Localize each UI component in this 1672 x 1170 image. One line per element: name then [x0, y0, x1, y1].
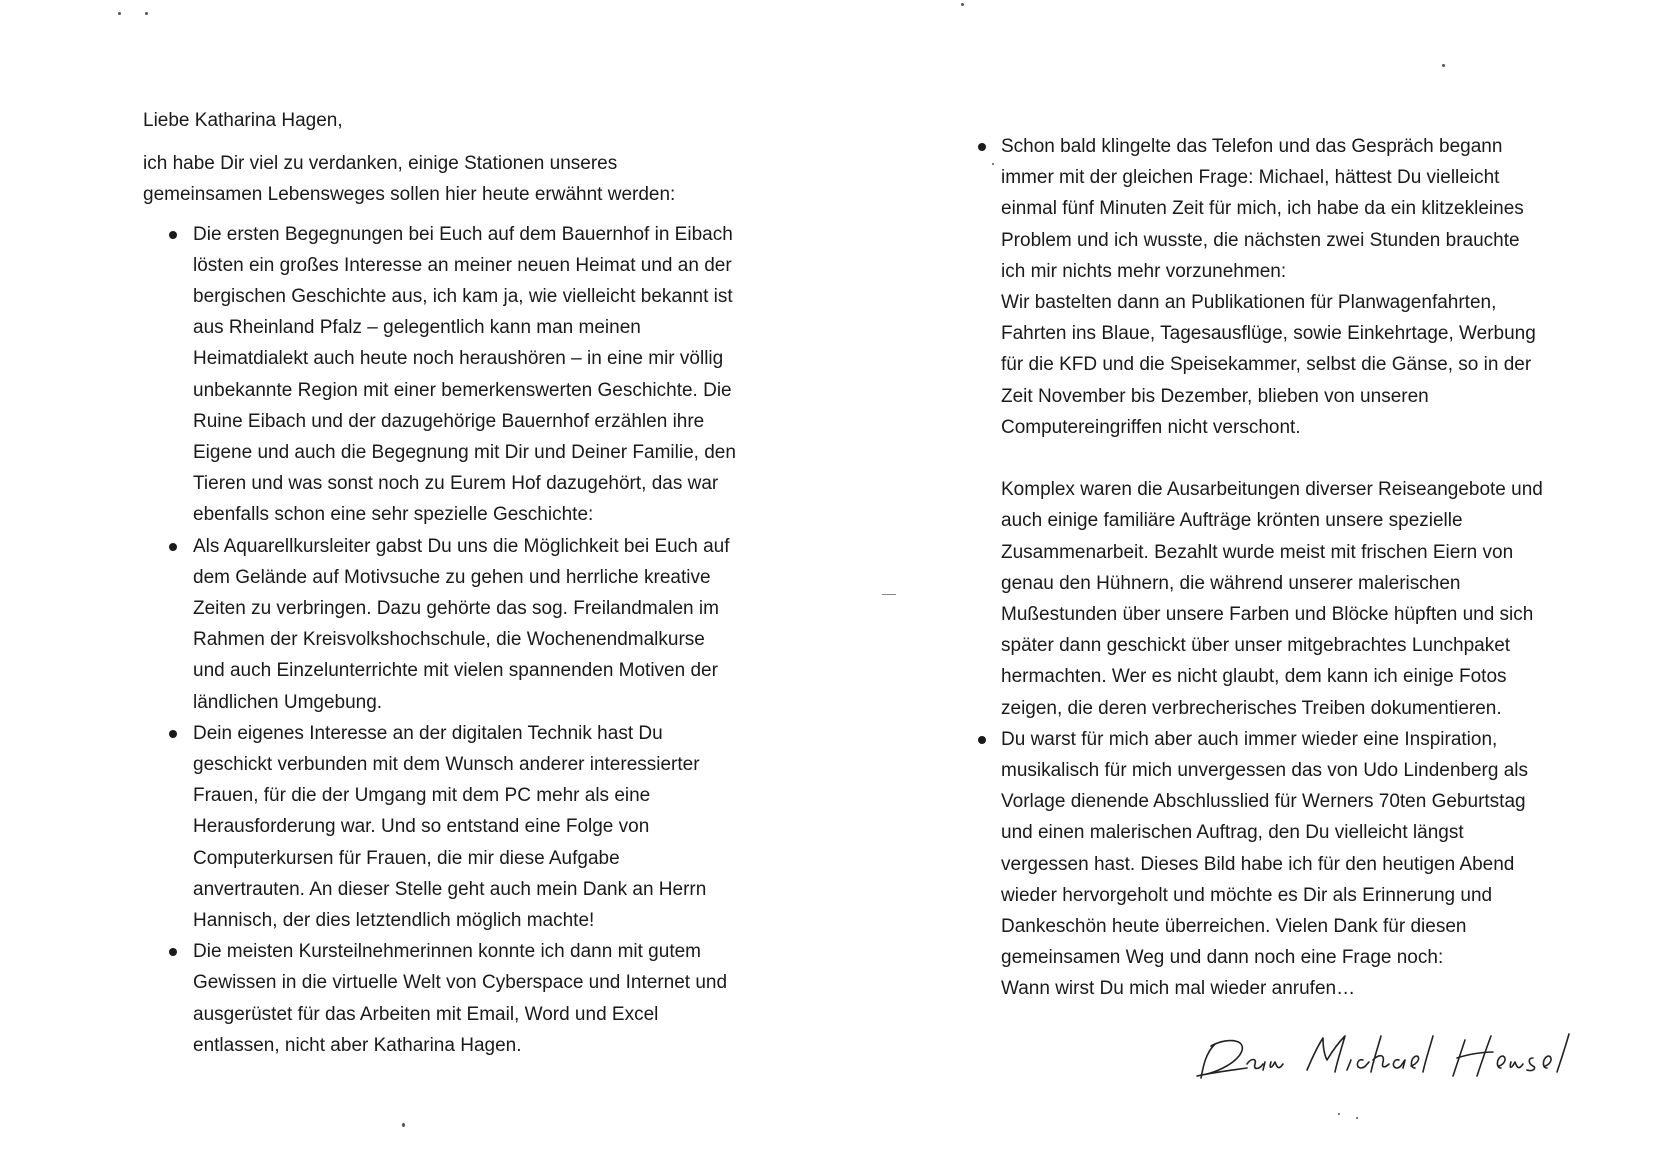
text-line: Problem und ich wusste, die nächsten zwei Stunden brauchte	[1001, 229, 1520, 251]
intro-line: ich habe Dir viel zu verdanken, einige Stationen unseres	[143, 153, 618, 175]
text-line: vergessen hast. Dieses Bild habe ich für den heutigen Abend	[1001, 853, 1515, 875]
bullet-item-inspiration	[978, 724, 1588, 1005]
text-line: Frauen, für die der Umgang mit dem PC mehr als eine	[193, 785, 651, 807]
text-line: Hannisch, der dies letztendlich möglich machte!	[193, 910, 595, 932]
scan-speck	[882, 594, 896, 595]
text-line: für die KFD und die Speisekammer, selbst die Gänse, so in der	[1001, 354, 1532, 376]
text-line: geschickt verbunden mit dem Wunsch anderer interessierter	[193, 754, 700, 776]
text-line: zeigen, die deren verbrecherisches Treiben dokumentieren.	[1001, 697, 1502, 719]
text-line: gemeinsamen Weg und dann noch eine Frage noch:	[1001, 947, 1444, 969]
paragraph-reiseangebote	[978, 474, 1588, 724]
text-line: immer mit der gleichen Frage: Michael, hättest Du vielleicht	[1001, 167, 1500, 189]
bullet-item-telefon	[978, 131, 1588, 443]
scan-speck	[992, 163, 994, 165]
bullet-item-bauernhof	[143, 219, 783, 531]
text-line: und auch Einzelunterrichte mit vielen spannenden Motiven der	[193, 660, 718, 682]
text-line: bergischen Geschichte aus, ich kam ja, wie vielleicht bekannt ist	[193, 286, 733, 308]
scan-speck	[1356, 1117, 1358, 1119]
text-line: Tieren und was sonst noch zu Eurem Hof dazugehört, das war	[193, 473, 719, 495]
text-line: Vorlage dienende Abschlusslied für Werners 70ten Geburtstag	[1001, 791, 1526, 813]
text-line: einmal fünf Minuten Zeit für mich, ich habe da ein klitzekleines	[1001, 198, 1524, 220]
text-line: ich mir nichts mehr vorzunehmen:	[1001, 260, 1287, 282]
text-line: dem Gelände auf Motivsuche zu gehen und herrliche kreative	[193, 566, 711, 588]
bullet-item-kursteilnehmerinnen	[143, 936, 783, 1061]
scan-speck	[961, 3, 964, 6]
text-line: Dankeschön heute überreichen. Vielen Dank für diesen	[1001, 916, 1467, 938]
text-line: Zeit November bis Dezember, blieben von unseren	[1001, 385, 1429, 407]
intro-paragraph	[143, 148, 783, 210]
text-line: unbekannte Region mit einer bemerkenswerten Geschichte. Die	[193, 379, 732, 401]
right-column	[978, 131, 1588, 1005]
text-line: Gewissen in die virtuelle Welt von Cyberspace und Internet und	[193, 972, 728, 994]
text-line: genau den Hühnern, die während unserer malerischen	[1001, 572, 1461, 594]
text-line: Mußestunden über unsere Farben und Blöcke hüpften und sich	[1001, 604, 1534, 626]
text-line: ebenfalls schon eine sehr spezielle Geschichte:	[193, 504, 594, 526]
text-line: Herausforderung war. Und so entstand eine Folge von	[193, 816, 650, 838]
text-line: hermachten. Wer es nicht glaubt, dem kann ich einige Fotos	[1001, 666, 1507, 688]
bullet-item-computerkurse	[143, 718, 783, 936]
handwritten-signature	[1185, 1026, 1585, 1086]
text-line: Eigene und auch die Begegnung mit Dir und Deiner Familie, den	[193, 442, 736, 464]
text-line: musikalisch für mich unvergessen das von Udo Lindenberg als	[1001, 760, 1528, 782]
right-bullet-list-2	[978, 724, 1588, 1005]
text-line: Komplex waren die Ausarbeitungen diverser Reiseangebote und	[1001, 479, 1543, 501]
signature-drawing	[1185, 1026, 1585, 1086]
paragraph-spacer	[978, 443, 1588, 474]
text-line: Wir bastelten dann an Publikationen für Planwagenfahrten,	[1001, 292, 1497, 314]
text-line: anvertrauten. An dieser Stelle geht auch mein Dank an Herrn	[193, 878, 707, 900]
text-line: Fahrten ins Blaue, Tagesausflüge, sowie Einkehrtage, Werbung	[1001, 323, 1536, 345]
text-line: ausgerüstet für das Arbeiten mit Email, Word und Excel	[193, 1003, 659, 1025]
text-line: Die meisten Kursteilnehmerinnen konnte ich dann mit gutem	[193, 941, 701, 963]
text-line: und einen malerischen Auftrag, den Du vielleicht längst	[1001, 822, 1464, 844]
left-column	[143, 105, 783, 1061]
scan-speck	[145, 12, 148, 15]
text-line: Die ersten Begegnungen bei Euch auf dem Bauernhof in Eibach	[193, 223, 733, 245]
right-bullet-list-1	[978, 131, 1588, 443]
scan-speck	[402, 1123, 405, 1127]
text-line: Wann wirst Du mich mal wieder anrufen…	[1001, 978, 1356, 1000]
text-line: ländlichen Umgebung.	[193, 691, 383, 713]
text-line: Computerkursen für Frauen, die mir diese Aufgabe	[193, 847, 620, 869]
text-line: Zusammenarbeit. Bezahlt wurde meist mit frischen Eiern von	[1001, 541, 1514, 563]
text-line: Heimatdialekt auch heute noch heraushören – in eine mir völlig	[193, 348, 724, 370]
text-line: Computereingriffen nicht verschont.	[1001, 416, 1301, 438]
text-line: aus Rheinland Pfalz – gelegentlich kann man meinen	[193, 317, 641, 339]
text-line: wieder hervorgeholt und möchte es Dir als Erinnerung und	[1001, 884, 1493, 906]
scan-speck	[118, 12, 121, 15]
left-bullet-list	[143, 219, 783, 1061]
salutation: Liebe Katharina Hagen,	[143, 110, 343, 131]
text-line: Als Aquarellkursleiter gabst Du uns die Möglichkeit bei Euch auf	[193, 535, 730, 557]
text-line: Dein eigenes Interesse an der digitalen Technik hast Du	[193, 722, 663, 744]
intro-line: gemeinsamen Lebensweges sollen hier heute erwähnt werden:	[143, 184, 676, 206]
text-line: lösten ein großes Interesse an meiner neuen Heimat und an der	[193, 254, 732, 276]
scan-speck	[1338, 1113, 1340, 1115]
text-line: Ruine Eibach und der dazugehörige Bauernhof erzählen ihre	[193, 410, 705, 432]
text-line: Rahmen der Kreisvolkshochschule, die Wochenendmalkurse	[193, 629, 705, 651]
text-line: Du warst für mich aber auch immer wieder eine Inspiration,	[1001, 728, 1498, 750]
text-line: auch einige familiäre Aufträge krönten unsere spezielle	[1001, 510, 1463, 532]
text-line: Schon bald klingelte das Telefon und das Gespräch begann	[1001, 136, 1503, 157]
text-line: später dann geschickt über unser mitgebrachtes Lunchpaket	[1001, 635, 1511, 657]
text-line: Zeiten zu verbringen. Dazu gehörte das sog. Freilandmalen im	[193, 598, 719, 620]
text-line: entlassen, nicht aber Katharina Hagen.	[193, 1034, 522, 1056]
bullet-item-aquarell	[143, 531, 783, 718]
scan-speck	[1442, 64, 1445, 67]
